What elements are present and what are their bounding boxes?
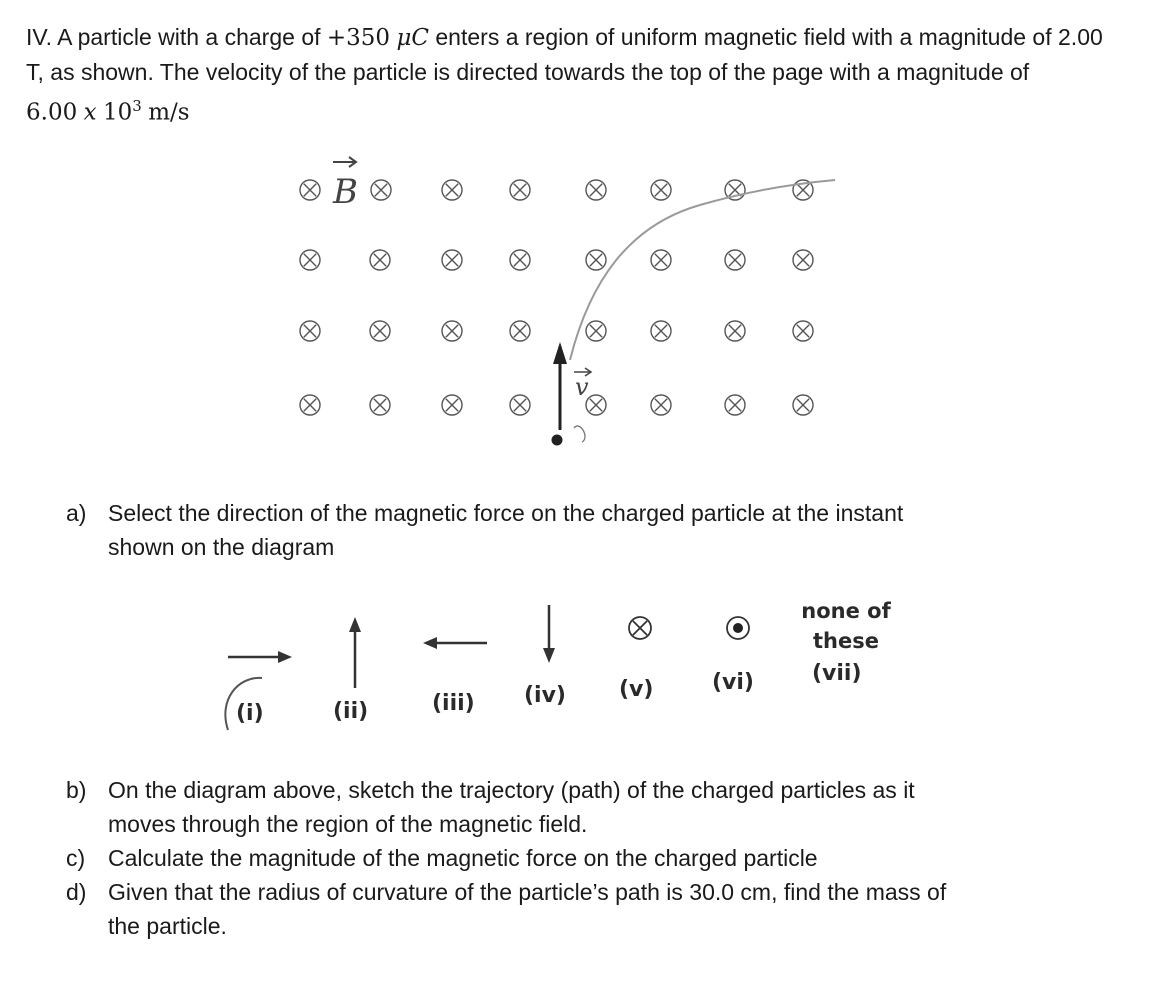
choice-ii-label[interactable]: (ii): [333, 699, 369, 724]
choice-i-label[interactable]: (i): [236, 701, 264, 726]
question-a-text-line1: Select the direction of the magnetic force on the charged particle at the instant: [108, 500, 904, 526]
arrow-up-icon[interactable]: [349, 617, 361, 688]
question-b-text-line1: On the diagram above, sketch the trajectory (path) of the charged particles as it: [108, 777, 915, 803]
choice-vi-label[interactable]: (vi): [712, 670, 754, 695]
question-c-label: c): [66, 845, 86, 871]
field-symbol: B: [333, 172, 358, 212]
choice-vii-line2: these: [813, 629, 879, 653]
question-b-text-line2: moves through the region of the magnetic field.: [108, 811, 588, 837]
choice-vii-label[interactable]: (vii): [812, 661, 862, 686]
question-a-label: a): [66, 500, 87, 526]
arrow-down-icon[interactable]: [543, 605, 555, 663]
power-base: 10: [102, 99, 133, 126]
question-d-label: d): [66, 879, 87, 905]
question-d-text-line2: the particle.: [108, 913, 227, 939]
choice-vii-line1: none of: [801, 599, 891, 623]
question-a-text-line2: shown on the diagram: [108, 534, 335, 560]
velocity-symbol: v: [575, 373, 589, 401]
arrow-left-icon[interactable]: [423, 637, 487, 649]
power-exponent: 3: [132, 97, 142, 115]
question-d-text-line1: Given that the radius of curvature of the particle’s path is 30.0 cm, find the mass of: [108, 879, 947, 905]
intro-part1: IV. A particle with a charge of: [26, 24, 327, 50]
question-c-text-line1: Calculate the magnitude of the magnetic force on the charged particle: [108, 845, 818, 871]
charge-value: +350: [326, 25, 391, 51]
charge-unit: μC: [396, 25, 429, 51]
question-b-label: b): [66, 777, 87, 803]
choice-iii-label[interactable]: (iii): [432, 691, 475, 716]
choice-v-label[interactable]: (v): [619, 677, 654, 702]
out-of-page-icon[interactable]: [727, 617, 749, 639]
speed-value: 6.00: [26, 99, 78, 126]
choice-iv-label[interactable]: (iv): [524, 683, 566, 708]
into-page-icon[interactable]: [629, 617, 651, 639]
times-symbol: x: [83, 99, 97, 126]
intro-part2: enters a region of uniform magnetic field with a magnitude of 2.00 T, as shown. The velocity of the particle is directed towards the top of the page with a magnitude of: [26, 24, 1103, 85]
choice-vii-text[interactable]: [790, 596, 902, 656]
speed-unit: m/s: [148, 99, 190, 126]
arrow-right-icon[interactable]: [228, 651, 292, 663]
